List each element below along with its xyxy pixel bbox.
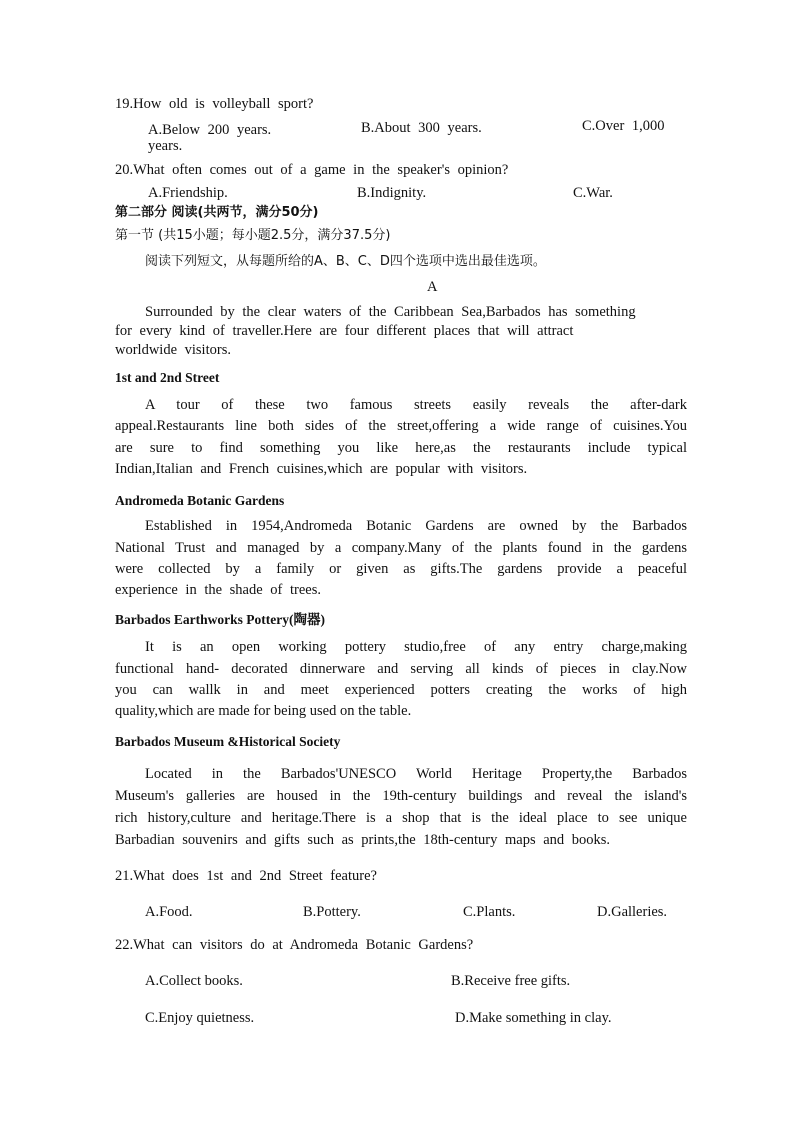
reading-instruction: 阅读下列短文，从每题所给的A、B、C、D四个选项中选出最佳选项。	[145, 254, 546, 269]
intro-line-2: for every kind of traveller.Here are four different places that will attract	[115, 323, 574, 339]
museum-line-4: Barbadian souvenirs and gifts such as prints,the 18th-century maps and books.	[115, 832, 611, 848]
museum-line-1: Located in the Barbados'UNESCO World Heritage Property,the Barbados	[145, 766, 687, 782]
street-line-3: are sure to find something you like here,as the restaurants include typical	[115, 440, 687, 456]
street-line-4: Indian,Italian and French cuisines,which are popular with visitors.	[115, 461, 528, 477]
q21-option-b: B.Pottery.	[303, 904, 361, 920]
section-heading-museum: Barbados Museum &Historical Society	[115, 734, 341, 749]
part2-heading: 第二部分 阅读(共两节，满分50分)	[115, 205, 319, 220]
q22-option-d: D.Make something in clay.	[455, 1010, 612, 1026]
question-21: 21.What does 1st and 2nd Street feature?	[115, 868, 377, 884]
gardens-line-1: Established in 1954,Andromeda Botanic Gardens are owned by the Barbados	[145, 518, 687, 534]
q21-option-d: D.Galleries.	[597, 904, 668, 920]
gardens-line-3: were collected by a family or given as gifts.The gardens provide a peaceful	[115, 561, 687, 577]
section-heading-pottery: Barbados Earthworks Pottery(陶器)	[115, 612, 325, 627]
intro-line-1: Surrounded by the clear waters of the Caribbean Sea,Barbados has something	[145, 304, 636, 320]
section-heading-gardens: Andromeda Botanic Gardens	[115, 493, 285, 508]
museum-line-3: rich history,culture and heritage.There is a shop that is the ideal place to see unique	[115, 810, 687, 826]
q21-option-a: A.Food.	[145, 904, 193, 920]
q20-option-a: A.Friendship.	[148, 185, 228, 201]
q21-option-c: C.Plants.	[463, 904, 516, 920]
museum-line-2: Museum's galleries are housed in the 19th-century buildings and reveal the island's	[115, 788, 687, 804]
question-20: 20.What often comes out of a game in the speaker's opinion?	[115, 162, 509, 178]
question-19: 19.How old is volleyball sport?	[115, 96, 314, 112]
question-22: 22.What can visitors do at Andromeda Botanic Gardens?	[115, 937, 474, 953]
q19-option-c: C.Over 1,000	[582, 118, 665, 134]
q19-option-c-continued: years.	[148, 138, 183, 154]
q22-option-a: A.Collect books.	[145, 973, 243, 989]
q22-option-c: C.Enjoy quietness.	[145, 1010, 255, 1026]
q19-option-b: B.About 300 years.	[361, 120, 482, 136]
q19-option-a: A.Below 200 years.	[148, 122, 272, 138]
pottery-line-1: It is an open working pottery studio,free of any entry charge,making	[145, 639, 687, 655]
section-heading-street: 1st and 2nd Street	[115, 370, 220, 385]
passage-label: A	[427, 279, 438, 295]
pottery-line-4: quality,which are made for being used on the table.	[115, 703, 412, 719]
gardens-line-2: National Trust and managed by a company.Many of the plants found in the gardens	[115, 540, 687, 556]
q20-option-b: B.Indignity.	[357, 185, 427, 201]
intro-line-3: worldwide visitors.	[115, 342, 231, 358]
q22-option-b: B.Receive free gifts.	[451, 973, 571, 989]
pottery-line-3: you can wallk in and meet experienced potters creating the works of high	[115, 682, 687, 698]
street-line-1: A tour of these two famous streets easily reveals the after-dark	[145, 397, 687, 413]
pottery-line-2: functional hand- decorated dinnerware and serving all kinds of pieces in clay.Now	[115, 661, 687, 677]
section1-heading: 第一节 (共15小题；每小题2.5分，满分37.5分)	[115, 228, 391, 243]
gardens-line-4: experience in the shade of trees.	[115, 582, 321, 598]
street-line-2: appeal.Restaurants line both sides of the street,offering a wide range of cuisines.You	[115, 418, 687, 434]
q20-option-c: C.War.	[573, 185, 613, 201]
